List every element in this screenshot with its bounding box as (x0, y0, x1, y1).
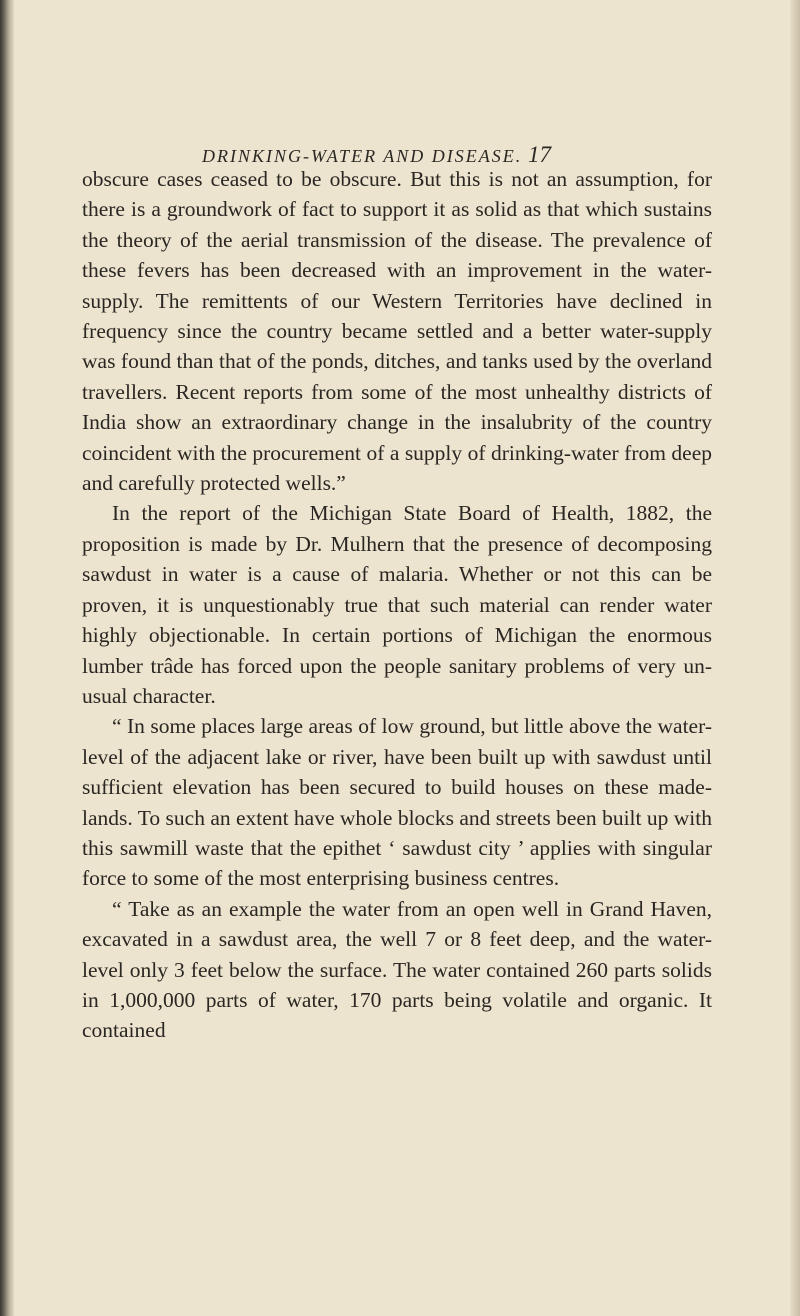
running-head-title: DRINKING-WATER AND DISEASE. (202, 146, 523, 166)
page-binding-edge (0, 0, 14, 1316)
paragraph-continued: obscure cases ceased to be obscure. But this is not an assumption, for there is a groundwork of fact to support it as solid as that which sustains the theory of the aerial transmission of the disease. The prevalence of these fevers has been decreased with an improvement in the water-supply. The remittents of our Western Territories have declined in frequency since the country became settled and a better water-supply was found than that of the ponds, ditches, and tanks used by the overland travellers. Recent reports from some of the most unhealthy districts of India show an extraordinary change in the insalubrity of the country coincident with the procurement of a supply of drinking-water from deep and carefully protected wells.” (82, 167, 712, 496)
body-text (82, 164, 712, 1046)
page-number: 17 (528, 142, 551, 167)
paragraph-sawdust-city-quote: “ In some places large areas of low ground, but little above the water-level of the adjacent lake or river, have been built up with sawdust until sufficient elevation has been secured to build houses on these made-lands. To such an extent have whole blocks and streets been built up with this sawmill waste that the epithet ‘ sawdust city ’ applies with singular force to some of the most enterprising business centres. (82, 714, 712, 891)
paragraph-grand-haven-quote: “ Take as an example the water from an open well in Grand Haven, excavated in a sawdust area, the well 7 or 8 feet deep, and the water-level only 3 feet below the surface. The water contained 260 parts solids in 1,000,000 parts of water, 170 parts being volatile and organic. It contained (82, 896, 712, 1043)
page-outer-edge (790, 0, 800, 1316)
paragraph-michigan-report: In the report of the Michigan State Board of Health, 1882, the proposition is made by Dr. Mulhern that the presence of decomposing sawdust in water is a cause of malaria. Whether or not this can be proven, it is unquestionably true that such material can render water highly objectionable. In certain portions of Michigan the enormous lumber trâde has forced upon the people sanitary problems of very unusual character. (82, 501, 712, 708)
